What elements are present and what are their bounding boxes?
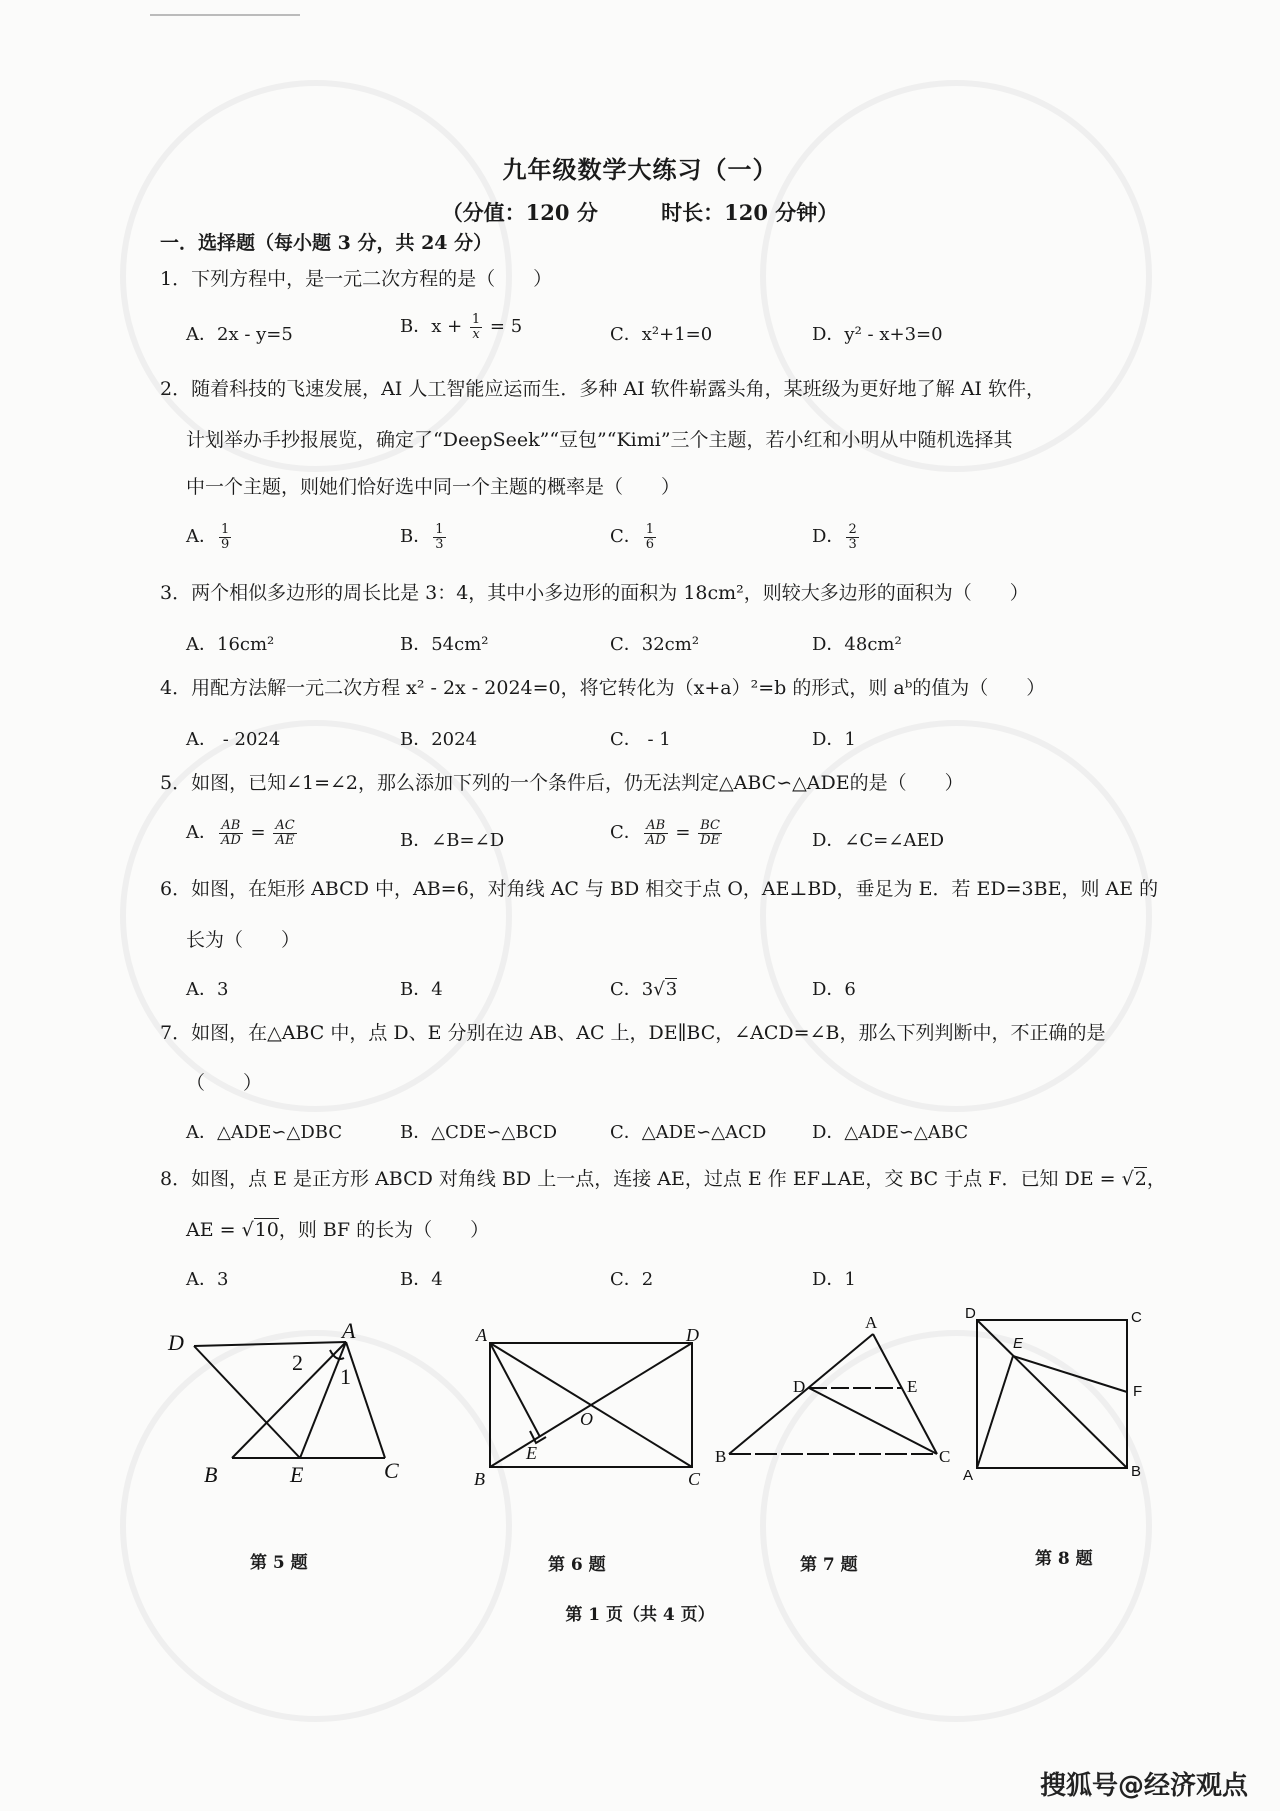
fig7-segment-DC	[809, 1388, 937, 1454]
q4-option-a: A． - 2024	[186, 729, 281, 750]
q3-option-a: A．16cm²	[186, 634, 275, 655]
fraction: $\frac{AB}{AD}$	[645, 817, 666, 848]
fig8-label-E: E	[1013, 1335, 1024, 1352]
q7-option-c: C．△ADE∽△ACD	[610, 1122, 767, 1143]
fig8-label-C: C	[1131, 1309, 1142, 1326]
exam-meta	[0, 197, 1280, 227]
figure-5-caption: 第 5 题	[250, 1553, 308, 1573]
fraction: $\frac{1}{9}$	[221, 521, 230, 552]
fig5-label-D: D	[168, 1330, 184, 1355]
q5-option-c: C． $\frac{AB}{AD}$ = $\frac{BC}{DE}$	[610, 817, 721, 848]
fig5-label-A: A	[342, 1320, 356, 1343]
fraction: $\frac{2}{3}$	[848, 521, 857, 552]
fig6-segment-AE	[490, 1343, 540, 1437]
q3-option-d: D．48cm²	[812, 634, 902, 655]
q8-option-a: A．3	[186, 1269, 229, 1290]
figure-7-caption: 第 7 题	[800, 1555, 858, 1575]
fraction: $\frac{AC}{AE}$	[275, 817, 295, 848]
fig8-segment-EF	[1013, 1356, 1127, 1392]
q6-option-b: B．4	[400, 979, 443, 1000]
figure-8-caption: 第 8 题	[1035, 1549, 1093, 1569]
q2-option-d: D． $\frac{2}{3}$	[812, 521, 857, 552]
question-8-line-1: 8．如图，点 E 是正方形 ABCD 对角线 BD 上一点，连接 AE，过点 E 作 EF⊥AE，交 BC 于点 F．已知 DE = √2，	[160, 1168, 1166, 1190]
fraction: $\frac{1}{x}$	[471, 311, 481, 342]
q4-option-d: D．1	[812, 729, 856, 750]
q8-option-d: D．1	[812, 1269, 856, 1290]
q5-option-a: A． $\frac{AB}{AD}$ = $\frac{AC}{AE}$	[186, 817, 295, 848]
q3-option-c: C．32cm²	[610, 634, 700, 655]
question-6-line-2: 长为（ ）	[186, 929, 301, 951]
fig7-label-B: B	[715, 1447, 727, 1466]
fraction: $\frac{1}{3}$	[435, 521, 444, 552]
fig6-label-E: E	[526, 1443, 537, 1463]
q6-option-a: A．3	[186, 979, 229, 1000]
q6-option-c: C．3√3	[610, 979, 678, 1000]
fig7-label-D: D	[793, 1377, 806, 1396]
figure-8	[955, 1300, 1155, 1480]
question-1-stem: 1．下列方程中，是一元二次方程的是（ ）	[160, 268, 553, 290]
question-2-line-2: 计划举办手抄报展览，确定了“DeepSeek”“豆包”“Kimi”三个主题，若小红和小明从中随机选择其	[186, 429, 1013, 451]
fig5-segment-DA	[194, 1342, 346, 1346]
scan-mark	[150, 14, 300, 16]
q7-option-a: A．△ADE∽△DBC	[186, 1122, 343, 1143]
fig6-label-D: D	[686, 1325, 699, 1345]
watermark-circle	[760, 80, 1152, 472]
fig5-segment-DE	[194, 1346, 300, 1458]
q3-option-b: B．54cm²	[400, 634, 489, 655]
fig5-label-C: C	[384, 1458, 399, 1483]
fig6-label-O: O	[580, 1409, 593, 1429]
q5-option-b: B．∠B=∠D	[400, 830, 505, 851]
q4-option-c: C． - 1	[610, 729, 671, 750]
page-title: 九年级数学大练习（一）	[502, 155, 778, 184]
question-6-line-1: 6．如图，在矩形 ABCD 中，AB=6，对角线 AC 与 BD 相交于点 O，AE⊥BD，垂足为 E．若 ED=3BE，则 AE 的	[160, 878, 1159, 900]
question-2-line-1: 2．随着科技的飞速发展，AI 人工智能应运而生．多种 AI 软件崭露头角，某班级为更好地了解 AI 软件，	[160, 378, 1045, 400]
question-3-stem: 3．两个相似多边形的周长比是 3：4，其中小多边形的面积为 18cm²，则较大多边形的面积为（ ）	[160, 582, 1029, 604]
q2-option-c: C． $\frac{1}{6}$	[610, 521, 655, 552]
fig5-segment-AC	[346, 1342, 385, 1458]
fig5-angle-2: 2	[292, 1350, 303, 1375]
page-footer: 第 1 页（共 4 页）	[565, 1605, 715, 1625]
fig5-label-E: E	[290, 1462, 304, 1487]
question-5-stem: 5．如图，已知∠1=∠2，那么添加下列的一个条件后，仍无法判定△ABC∽△ADE的是（ ）	[160, 772, 964, 794]
question-8-line-2: AE = √10，则 BF 的长为（ ）	[186, 1219, 490, 1241]
fig6-label-B: B	[474, 1469, 485, 1489]
q1-option-a: A．2x - y=5	[186, 324, 293, 345]
fig8-label-D: D	[965, 1305, 976, 1322]
question-7-line-2: （ ）	[186, 1072, 263, 1094]
fraction: $\frac{BC}{DE}$	[700, 817, 721, 848]
fig8-diagonal-BD	[977, 1320, 1127, 1468]
fig8-segment-AE	[977, 1356, 1013, 1468]
q1-option-c: C．x²+1=0	[610, 324, 713, 345]
q6-option-d: D．6	[812, 979, 856, 1000]
q8-option-b: B．4	[400, 1269, 443, 1290]
fig6-label-A: A	[476, 1325, 487, 1345]
fig7-label-A: A	[865, 1313, 878, 1332]
source-watermark: 搜狐号@经济观点	[1039, 1771, 1248, 1801]
fig8-label-B: B	[1131, 1463, 1142, 1480]
question-7-line-1: 7．如图，在△ABC 中，点 D、E 分别在边 AB、AC 上，DE∥BC，∠ACD=∠B，那么下列判断中，不正确的是	[160, 1022, 1106, 1044]
q7-option-b: B．△CDE∽△BCD	[400, 1122, 558, 1143]
q5-option-d: D．∠C=∠AED	[812, 830, 945, 851]
q4-option-b: B．2024	[400, 729, 478, 750]
fig5-segment-AB	[232, 1342, 346, 1458]
fig7-label-C: C	[939, 1447, 951, 1466]
q7-option-d: D．△ADE∽△ABC	[812, 1122, 969, 1143]
fig7-segment-AC	[873, 1334, 937, 1454]
q2-option-b: B． $\frac{1}{3}$	[400, 521, 444, 552]
q8-option-c: C．2	[610, 1269, 654, 1290]
figure-7	[715, 1312, 955, 1484]
figure-5	[160, 1320, 420, 1490]
q1-option-b: B．x + $\frac{1}{x}$ = 5	[400, 311, 523, 342]
q1-option-d: D．y² - x+3=0	[812, 324, 943, 345]
fraction: $\frac{AB}{AD}$	[221, 817, 241, 848]
figure-6	[460, 1325, 720, 1490]
fraction: $\frac{1}{6}$	[645, 521, 655, 552]
fig5-angle-1: 1	[340, 1364, 351, 1389]
question-2-line-3: 中一个主题，则她们恰好选中同一个主题的概率是（ ）	[186, 476, 681, 498]
q2-option-a: A． $\frac{1}{9}$	[186, 521, 230, 552]
duration-info: 时长：120 分钟）	[661, 200, 839, 225]
figure-6-caption: 第 6 题	[548, 1555, 606, 1575]
fig8-label-A: A	[963, 1467, 974, 1480]
fig8-label-F: F	[1133, 1383, 1143, 1400]
fig6-label-C: C	[688, 1469, 701, 1489]
score-info: （分值：120 分	[441, 200, 598, 225]
question-4-stem: 4．用配方法解一元二次方程 x² - 2x - 2024=0，将它转化为（x+a）²=b 的形式，则 aᵇ的值为（ ）	[160, 677, 1046, 699]
section-heading: 一．选择题（每小题 3 分，共 24 分）	[160, 232, 493, 254]
fig5-label-B: B	[204, 1462, 218, 1487]
fig7-label-E: E	[907, 1377, 918, 1396]
